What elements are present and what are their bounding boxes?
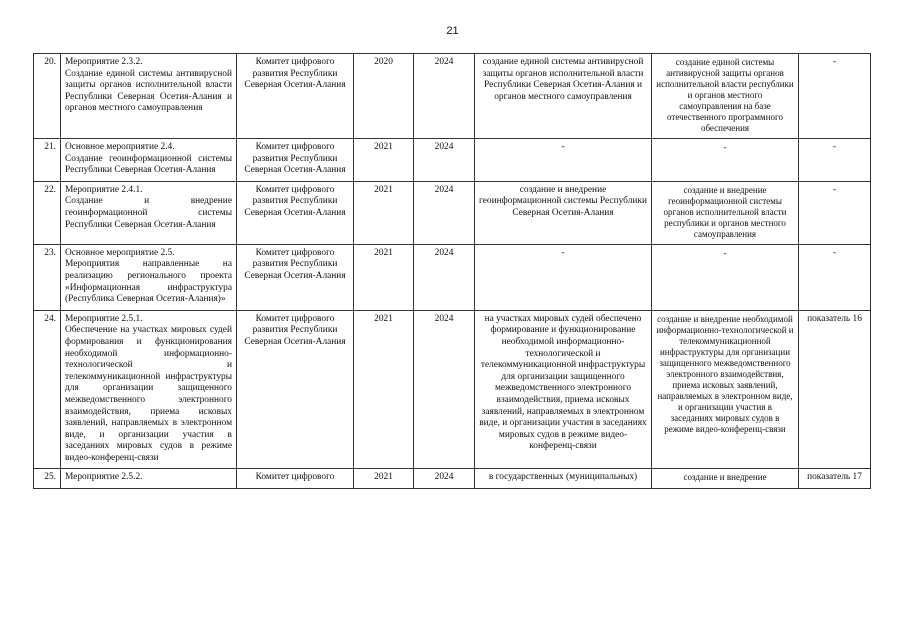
indicator-link: показатель 16 xyxy=(799,310,871,469)
expected-result: - xyxy=(475,139,652,182)
result-description: - xyxy=(652,244,799,310)
expected-result: на участках мировых судей обеспечено формирование и функционирование необходимой информационно-технологической и телекоммуникационной инфраструктуры для организации защищенного межведомственного электронного взаимодействия, приема исковых заявлений, направляемых в электронном виде, и организации участия в заседаниях мировых судов в режиме видео-конференц-связи xyxy=(475,310,652,469)
result-description: создание единой системы антивирусной защиты органов исполнительной власти республики и органов местного самоуправления на базе отечественного программного обеспечения xyxy=(652,54,799,139)
table-row xyxy=(34,469,871,489)
table-body xyxy=(34,54,871,489)
activity-title: Мероприятие 2.3.2. Создание единой системы антивирусной защиты органов исполнительной власти Республики Северная Осетия-Алания и органов местного самоуправления xyxy=(61,54,237,139)
activity-title: Мероприятие 2.5.1. Обеспечение на участках мировых судей формирования и функционирования необходимой информационно-технологической и телекоммуникационной инфраструктуры для организации защищенного межведомственного электронного взаимодействия, приема исковых заявлений, направляемых в электронном виде, и организации участия в заседаниях мировых судов в режиме видео-конференц-связи xyxy=(61,310,237,469)
end-year: 2024 xyxy=(414,139,475,182)
start-year: 2021 xyxy=(354,139,414,182)
indicator-link: показатель 17 xyxy=(799,469,871,489)
row-number: 20. xyxy=(34,54,61,139)
row-number: 22. xyxy=(34,181,61,244)
activity-title: Основное мероприятие 2.5. Мероприятия направленные на реализацию регионального проекта «Информационная инфраструктура (Республика Северная Осетия-Алания)» xyxy=(61,244,237,310)
result-description: создание и внедрение необходимой информационно-технологической и телекоммуникационной инфраструктуры для организации защищенного межведомственного электронного взаимодействия, приема исковых заявлений, направляемых в электронном виде, и организации участия в заседаниях мировых судов в режиме видео-конференц-связи xyxy=(652,310,799,469)
start-year: 2020 xyxy=(354,54,414,139)
start-year: 2021 xyxy=(354,469,414,489)
table-row xyxy=(34,181,871,244)
table-row xyxy=(34,54,871,139)
start-year: 2021 xyxy=(354,181,414,244)
activity-title: Мероприятие 2.5.2. xyxy=(61,469,237,489)
result-description: создание и внедрение xyxy=(652,469,799,489)
end-year: 2024 xyxy=(414,310,475,469)
responsible-executor: Комитет цифрового развития Республики Северная Осетия-Алания xyxy=(237,310,354,469)
indicator-link: - xyxy=(799,181,871,244)
start-year: 2021 xyxy=(354,310,414,469)
result-description: - xyxy=(652,139,799,182)
row-number: 21. xyxy=(34,139,61,182)
table-row xyxy=(34,310,871,469)
responsible-executor: Комитет цифрового развития Республики Северная Осетия-Алания xyxy=(237,181,354,244)
result-description: создание и внедрение геоинформационной системы органов исполнительной власти республики и органов местного самоуправления xyxy=(652,181,799,244)
row-number: 24. xyxy=(34,310,61,469)
row-number: 25. xyxy=(34,469,61,489)
program-activities-table xyxy=(33,53,871,489)
expected-result: создание единой системы антивирусной защиты органов исполнительной власти Республики Северная Осетия-Алания и органов местного самоуправления xyxy=(475,54,652,139)
responsible-executor: Комитет цифрового развития Республики Северная Осетия-Алания xyxy=(237,54,354,139)
responsible-executor: Комитет цифрового развития Республики Северная Осетия-Алания xyxy=(237,244,354,310)
page-number: 21 xyxy=(446,25,459,37)
activity-title: Мероприятие 2.4.1. Создание и внедрение геоинформационной системы Республики Северная Осетия-Алания xyxy=(61,181,237,244)
table-row xyxy=(34,244,871,310)
end-year: 2024 xyxy=(414,181,475,244)
start-year: 2021 xyxy=(354,244,414,310)
expected-result: создание и внедрение геоинформационной системы Республики Северная Осетия-Алания xyxy=(475,181,652,244)
expected-result: - xyxy=(475,244,652,310)
end-year: 2024 xyxy=(414,54,475,139)
expected-result: в государственных (муниципальных) xyxy=(475,469,652,489)
end-year: 2024 xyxy=(414,469,475,489)
indicator-link: - xyxy=(799,139,871,182)
activity-title: Основное мероприятие 2.4. Создание геоинформационной системы Республики Северная Осетия-Алания xyxy=(61,139,237,182)
end-year: 2024 xyxy=(414,244,475,310)
responsible-executor: Комитет цифрового xyxy=(237,469,354,489)
responsible-executor: Комитет цифрового развития Республики Северная Осетия-Алания xyxy=(237,139,354,182)
table-row xyxy=(34,139,871,182)
row-number: 23. xyxy=(34,244,61,310)
indicator-link: - xyxy=(799,244,871,310)
indicator-link: - xyxy=(799,54,871,139)
